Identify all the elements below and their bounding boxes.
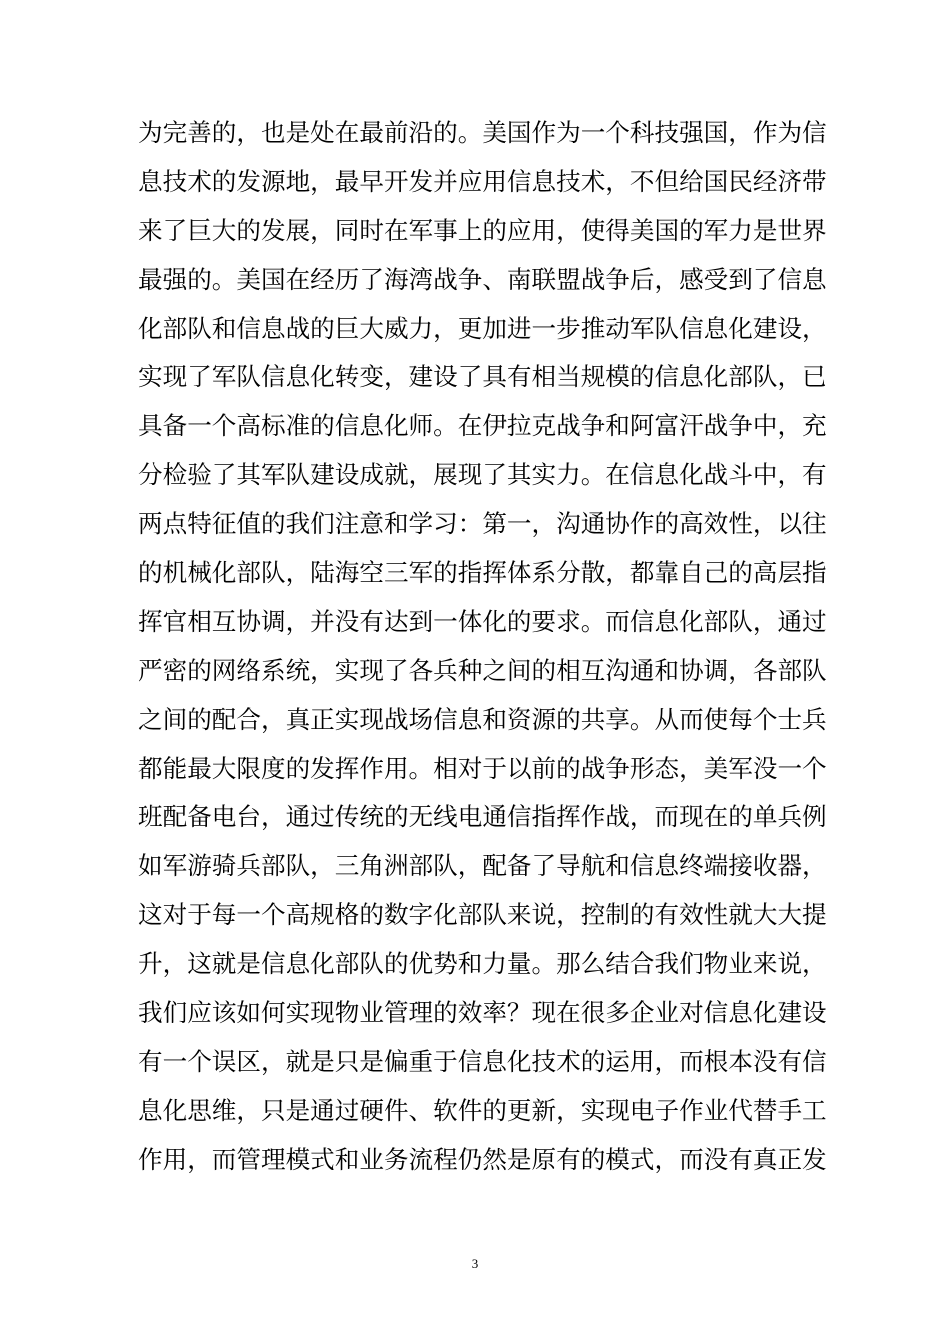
text-line: 挥官相互协调，并没有达到一体化的要求。而信息化部队，通过 — [138, 606, 827, 636]
page-number: 3 — [471, 1256, 479, 1271]
body-text — [138, 109, 827, 1185]
text-line: 来了巨大的发展，同时在军事上的应用，使得美国的军力是世界 — [138, 215, 827, 245]
text-line: 实现了军队信息化转变，建设了具有相当规模的信息化部队，已 — [138, 362, 827, 392]
text-line: 作用，而管理模式和业务流程仍然是原有的模式，而没有真正发 — [138, 1144, 827, 1174]
text-line: 我们应该如何实现物业管理的效率？现在很多企业对信息化建设 — [138, 998, 827, 1028]
text-line: 都能最大限度的发挥作用。相对于以前的战争形态，美军没一个 — [138, 753, 827, 783]
text-line: 息技术的发源地，最早开发并应用信息技术，不但给国民经济带 — [138, 166, 827, 196]
text-line: 如军游骑兵部队，三角洲部队，配备了导航和信息终端接收器， — [138, 851, 827, 881]
text-line: 两点特征值的我们注意和学习：第一，沟通协作的高效性，以往 — [138, 509, 827, 539]
text-line: 分检验了其军队建设成就，展现了其实力。在信息化战斗中，有 — [138, 460, 827, 490]
text-line: 之间的配合，真正实现战场信息和资源的共享。从而使每个士兵 — [138, 704, 827, 734]
text-line: 班配备电台，通过传统的无线电通信指挥作战，而现在的单兵例 — [138, 802, 827, 832]
text-line: 具备一个高标准的信息化师。在伊拉克战争和阿富汗战争中，充 — [138, 411, 827, 441]
text-line: 的机械化部队，陆海空三军的指挥体系分散，都靠自己的高层指 — [138, 558, 827, 588]
text-line: 严密的网络系统，实现了各兵种之间的相互沟通和协调，各部队 — [138, 655, 827, 685]
text-line: 这对于每一个高规格的数字化部队来说，控制的有效性就大大提 — [138, 900, 827, 930]
text-line: 化部队和信息战的巨大威力，更加进一步推动军队信息化建设， — [138, 313, 827, 343]
text-line: 最强的。美国在经历了海湾战争、南联盟战争后，感受到了信息 — [138, 264, 827, 294]
text-line: 有一个误区，就是只是偏重于信息化技术的运用，而根本没有信 — [138, 1046, 827, 1076]
text-line: 息化思维，只是通过硬件、软件的更新，实现电子作业代替手工 — [138, 1095, 827, 1125]
text-line: 为完善的，也是处在最前沿的。美国作为一个科技强国，作为信 — [138, 118, 827, 147]
text-line: 升，这就是信息化部队的优势和力量。那么结合我们物业来说， — [138, 949, 827, 979]
